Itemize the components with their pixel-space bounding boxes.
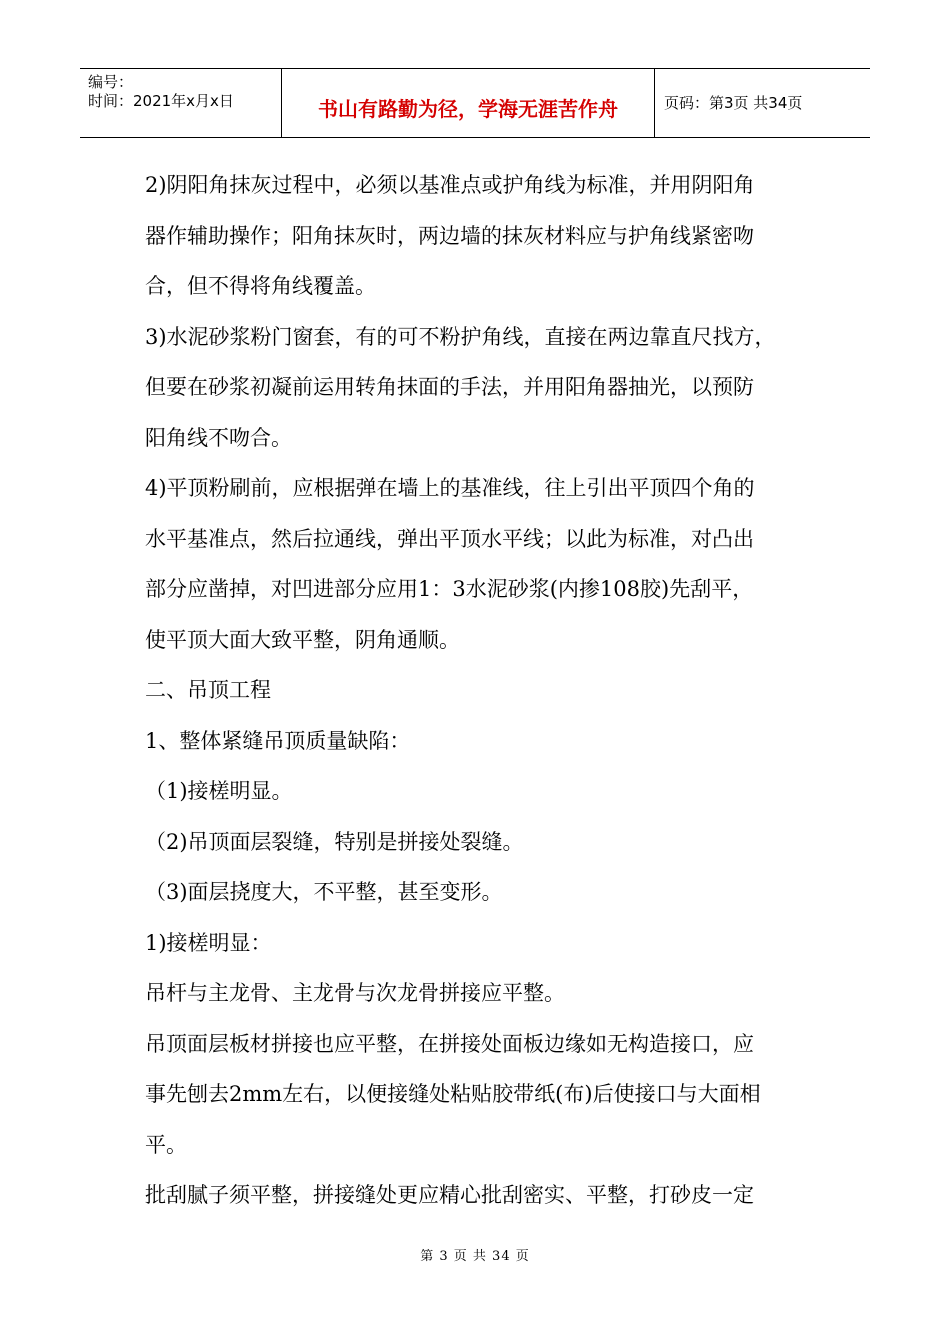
body-line: 吊杆与主龙骨、主龙骨与次龙骨拼接应平整。 [145, 981, 565, 1005]
body-line: 3)水泥砂浆粉门窗套，有的可不粉护角线，直接在两边靠直尺找方， [145, 324, 776, 349]
body-line: 器作辅助操作；阳角抹灰时，两边墙的抹灰材料应与护角线紧密吻 [145, 223, 754, 248]
subsection-heading: 1、整体紧缝吊顶质量缺陷： [145, 728, 411, 753]
header-page-info: 页码：第3页 共34页 [664, 94, 803, 112]
header-motto-cell [281, 69, 655, 137]
body-line: 合，但不得将角线覆盖。 [145, 274, 376, 298]
page-footer: 第 3 页 共 34 页 [420, 1249, 530, 1264]
document-number-label: 编号： [88, 73, 134, 91]
body-line: 批刮腻子须平整，拼接缝处更应精心批刮密实、平整，打砂皮一定 [145, 1183, 754, 1207]
body-line: 4)平顶粉刷前，应根据弹在墙上的基准线，往上引出平顶四个角的 [145, 476, 755, 500]
section-heading: 二、吊顶工程 [145, 678, 271, 702]
header-page-cell [654, 69, 870, 137]
body-line: 平。 [145, 1132, 187, 1157]
list-item: （3)面层挠度大，不平整，甚至变形。 [145, 880, 503, 904]
header-left-cell [80, 69, 280, 137]
body-line: 1)接槎明显： [145, 930, 272, 955]
page-header [80, 68, 870, 138]
body-line: 使平顶大面大致平整，阴角通顺。 [145, 627, 460, 652]
body-line: 但要在砂浆初凝前运用转角抹面的手法，并用阳角器抽光，以预防 [145, 375, 754, 399]
document-body [145, 160, 825, 1221]
body-line: 阳角线不吻合。 [145, 425, 292, 450]
header-motto: 书山有路勤为径，学海无涯苦作舟 [318, 97, 618, 121]
document-date: 时间：2021年x月x日 [88, 92, 234, 110]
body-line: 吊顶面层板材拼接也应平整，在拼接处面板边缘如无构造接口，应 [145, 1031, 754, 1056]
body-line: 2)阴阳角抹灰过程中，必须以基准点或护角线为标准，并用阴阳角 [145, 173, 755, 197]
list-item: （1)接槎明显。 [145, 779, 293, 803]
body-line: 水平基准点，然后拉通线，弹出平顶水平线；以此为标准，对凸出 [145, 526, 754, 551]
list-item: （2)吊顶面层裂缝，特别是拼接处裂缝。 [145, 829, 524, 854]
body-line: 事先刨去2mm左右，以便接缝处粘贴胶带纸(布)后使接口与大面相 [145, 1082, 761, 1106]
body-line: 部分应凿掉，对凹进部分应用1：3水泥砂浆(内掺108胶)先刮平， [145, 577, 754, 601]
